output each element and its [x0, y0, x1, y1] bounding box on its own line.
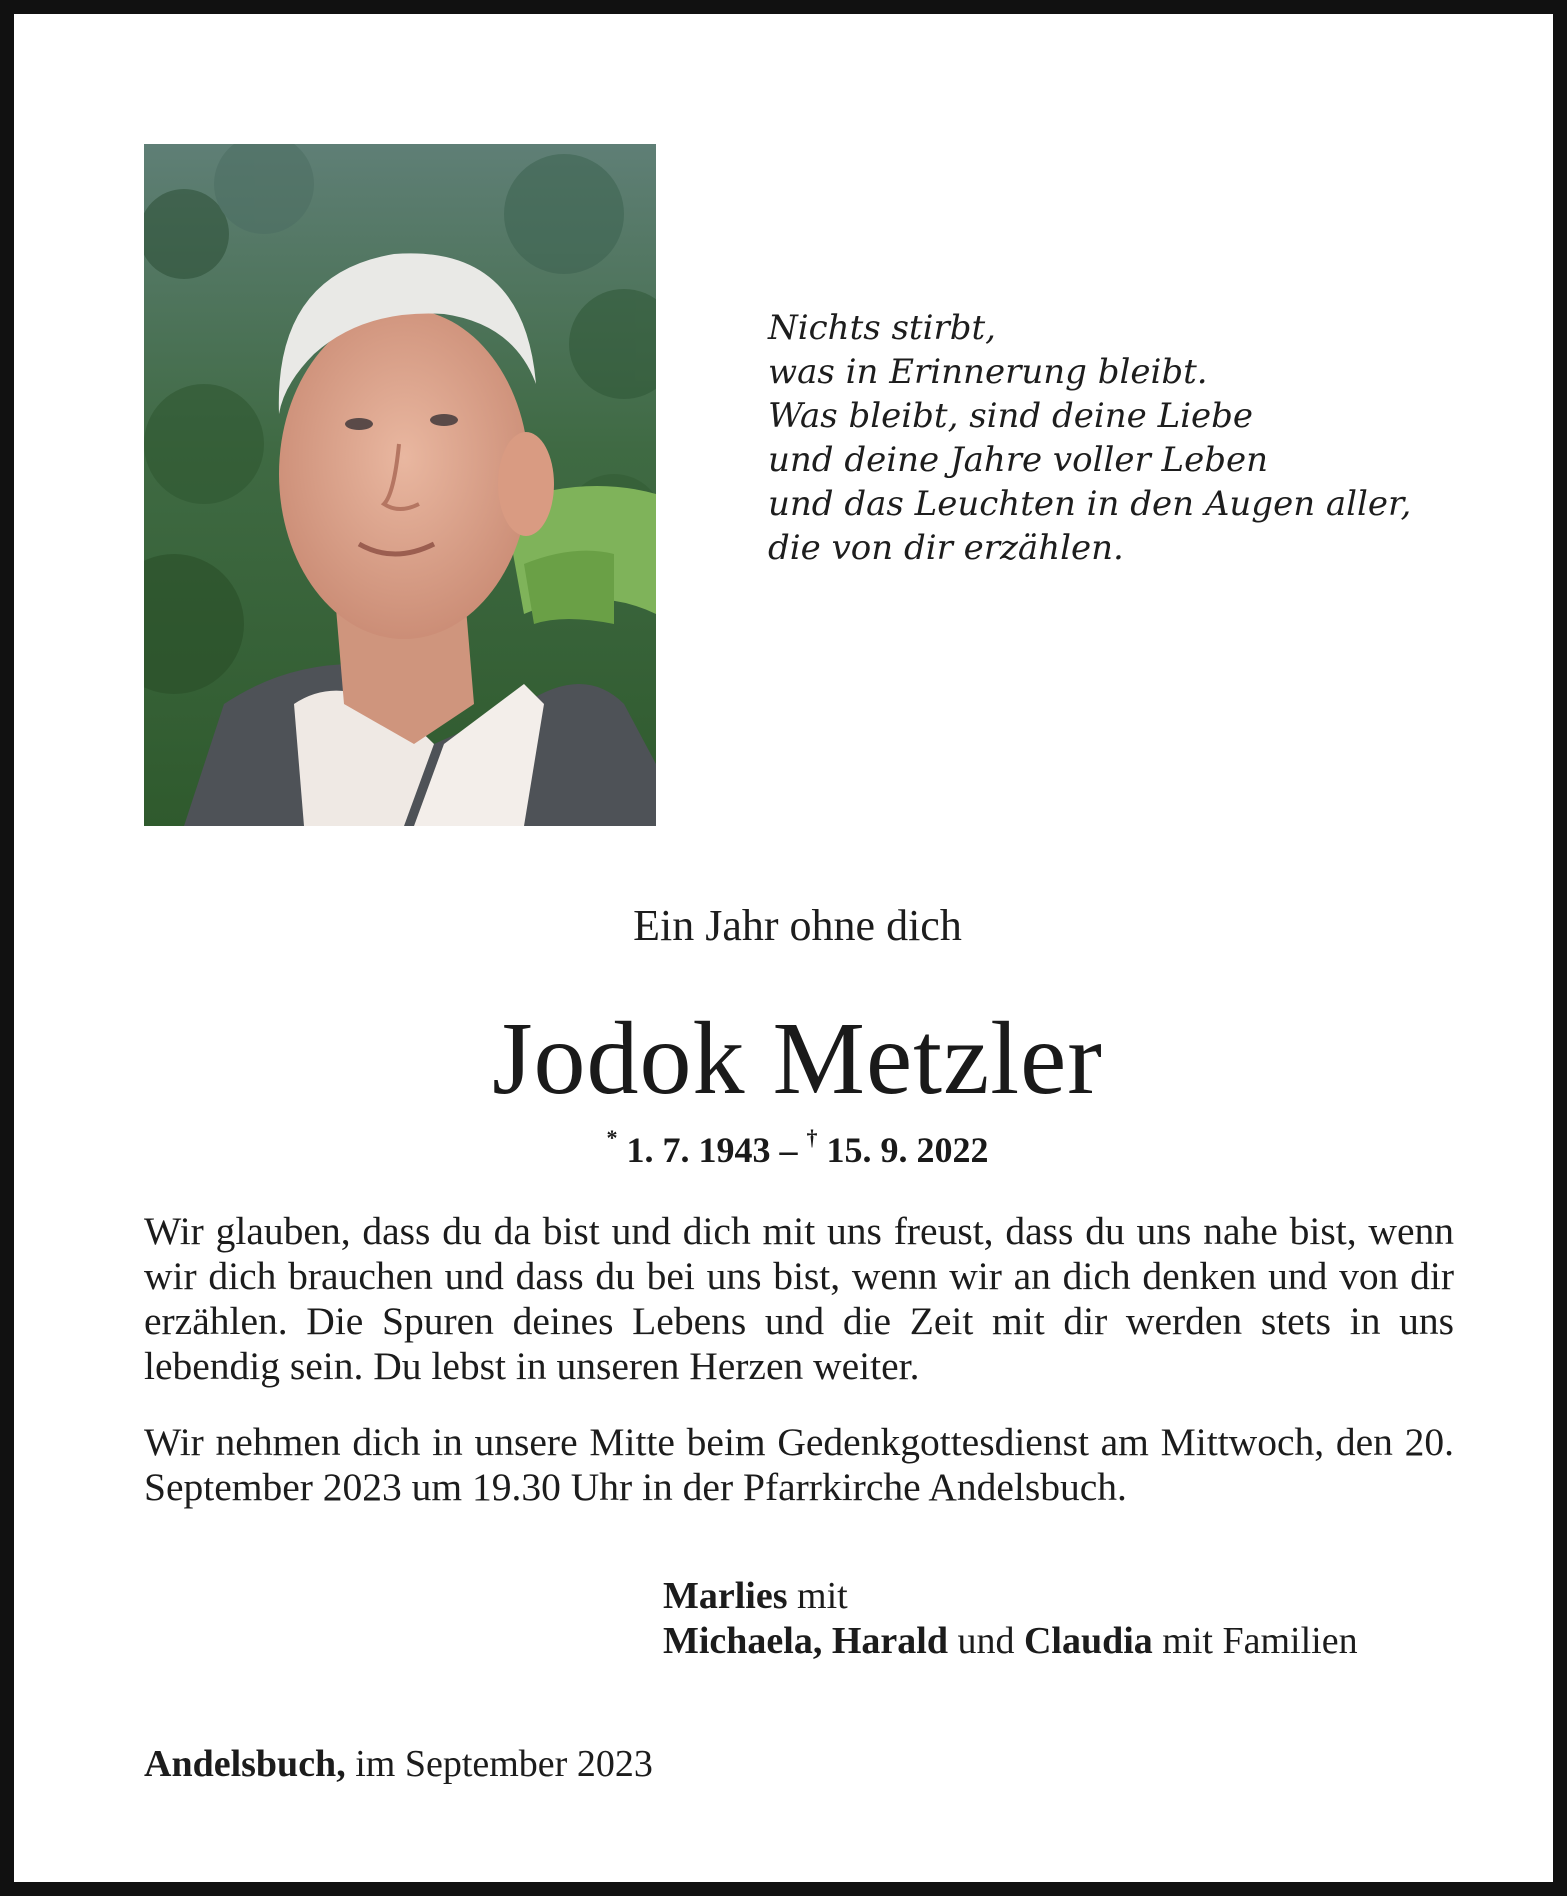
memorial-quote [768, 306, 1412, 570]
signature-text: mit Familien [1162, 1620, 1358, 1662]
quote-line: die von dir erzählen. [768, 528, 1124, 568]
footer-place: Andelsbuch, [144, 1743, 346, 1785]
footer-date: im September 2023 [355, 1743, 653, 1785]
birth-date: 1. 7. 1943 [626, 1130, 771, 1170]
birth-symbol: * [606, 1125, 618, 1150]
signature [663, 1574, 1463, 1664]
quote-line: und deine Jahre voller Leben [768, 440, 1269, 480]
deceased-name: Jodok Metzler [492, 1001, 1103, 1116]
quote-line: Was bleibt, sind deine Liebe [768, 396, 1254, 436]
signature-name: Michaela, Harald [663, 1620, 948, 1662]
death-date: 15. 9. 2022 [826, 1130, 989, 1170]
signature-name: Claudia [1023, 1620, 1153, 1662]
signature-text: mit [797, 1575, 848, 1617]
quote-line: was in Erinnerung bleibt. [768, 352, 1208, 392]
quote-line: Nichts stirbt, [768, 308, 996, 348]
signature-line [663, 1619, 1463, 1664]
life-dates [14, 1125, 1567, 1171]
subtitle: Ein Jahr ohne dich [633, 901, 962, 950]
paragraph: Wir glauben, dass du da bist und dich mit uns freust, dass du uns nahe bist, wenn wir dich brauchen und dass du bei uns bist, wenn wir an dich denken und von dir erzählen. Die Spuren deines Lebens und die Zeit mit dir werden stets in uns lebendig sein. Du lebst in unseren Herzen weiter. [144, 1209, 1454, 1388]
death-symbol: † [806, 1125, 818, 1150]
signature-text: und [957, 1620, 1015, 1662]
place-date-footer [144, 1742, 1044, 1786]
signature-line [663, 1574, 1463, 1619]
portrait-photo [144, 144, 656, 826]
signature-name: Marlies [663, 1575, 788, 1617]
paragraph: Wir nehmen dich in unsere Mitte beim Gedenkgottesdienst am Mittwoch, den 20. September 2023 um 19.30 Uhr in der Pfarrkirche Andelsbuch. [144, 1420, 1454, 1509]
date-separator: – [779, 1130, 798, 1170]
portrait-photo-icon [144, 144, 656, 826]
quote-line: und das Leuchten in den Augen aller, [768, 484, 1412, 524]
